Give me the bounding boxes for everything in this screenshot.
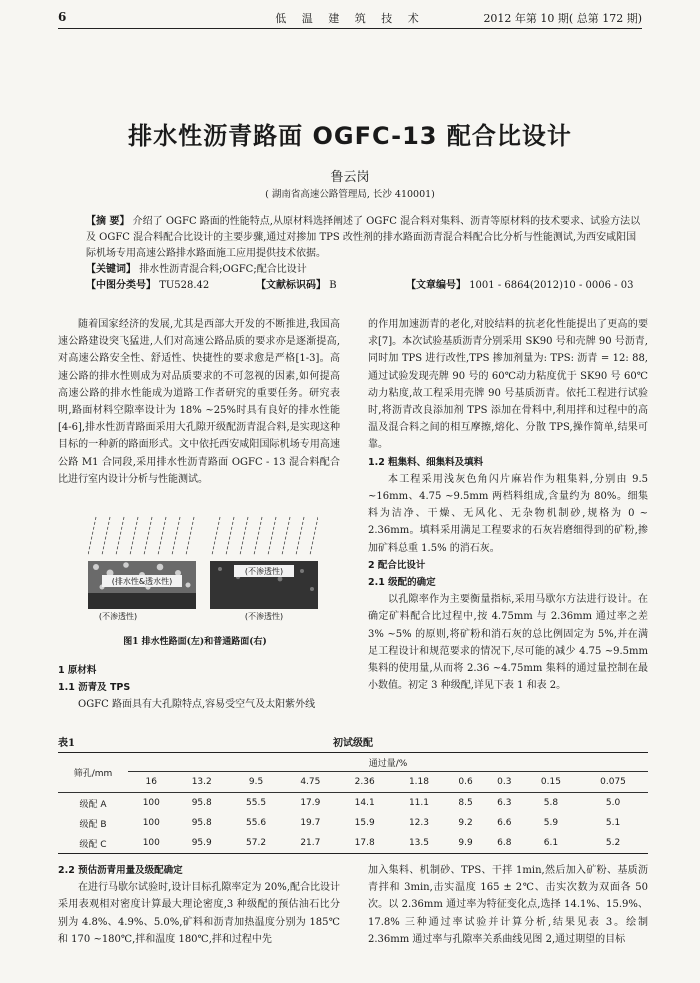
figure-sublabel-right: (不渗透性) [244,612,284,621]
sieve-cell: 4.75 [283,772,337,793]
sieve-cell: 0.3 [485,772,524,793]
abstract-text: 介绍了 OGFC 路面的性能特点,从原材料选择阐述了 OGFC 混合料对集料、沥青等原材料的技术要求、试验方法以及 OGFC 混合料配合比设计的主要步骤,通过对掺加 TPS 改性剂的排水路面沥青混合料配合比分析与性能测试,为西安咸阳国际机场专用高速公路排水路面施工应用提供技术依据。 [86,216,641,259]
keywords-label: 【关键词】 [86,264,136,275]
sieve-cell: 2.36 [338,772,392,793]
clc-value: TU528.42 [159,280,210,291]
table-cell: 100 [128,833,175,854]
table-cell: 57.2 [229,833,283,854]
clc-label: 【中图分类号】 [86,280,156,291]
abstract-block [86,214,641,294]
table-cell: 17.9 [300,798,321,808]
figure-1 [88,515,318,625]
table-cell: 9.9 [446,833,485,854]
section-1-2-text: 本工程采用浅灰色角闪片麻岩作为粗集料,分别由 9.5 ~16mm、4.75 ~9.5mm 两档料组成,含量约为 80%。细集料为洁净、干燥、无风化、无杂物机制砂,规格为 0 ~ 2.36mm。填料采用满足工程要求的石灰岩磨细得到的矿粉,掺加矿料总重 1.5% 的消石灰。 [368,473,648,554]
section-2-1-heading: 2.1 级配的确定 [368,577,436,589]
section-2-1-text: 以孔隙率作为主要衡量指标,采用马歇尔方法进行设计。在确定矿料配合比过程中,按 4.75mm 与 2.36mm 通过率之差 3% ~5% 的原则,将矿粉和消石灰的总比例固定为 5%,并在满足工程设计和规范要求的情况下,尽可能的减少 4.75 ~9.5mm 集料的使用量,从而将 2.36 ~4.75mm 集料的通过量控制在最小数值。初定 3 种级配,详见下表 1 和表 2。 [368,594,648,692]
table-cell: 13.5 [392,833,446,854]
grading-table [58,752,648,854]
bottom-left-column [58,862,340,948]
table-cell: 5.1 [605,818,621,828]
issue-info: 2012 年第 10 期( 总第 172 期) [483,12,642,25]
bottom-right-column [368,862,648,948]
articleno-value: 1001 - 6864(2012)10 - 0006 - 03 [469,280,634,291]
row-header: 筛孔/mm [58,753,128,793]
left-column-intro [58,316,340,488]
figure-sublabel-left: (不渗透性) [98,612,138,621]
table-cell: 5.0 [605,798,621,808]
doccode-value: B [329,280,337,291]
table-row [58,833,648,854]
table-cell: 8.5 [458,798,473,808]
page-number: 6 [58,10,67,24]
row-name: 级配 C [58,833,128,854]
abstract [86,214,641,262]
table-cell: 6.8 [485,833,524,854]
right-paragraph-1: 的作用加速沥青的老化,对胶结料的抗老化性能提出了更高的要求[7]。本次试验基质沥青分别采用 SK90 号和壳牌 90 号沥青,同时加 TPS 进行改性,TPS 掺加剂量为: TPS: 沥青 = 12: 88,通过试验发现壳牌 90 号的 60℃动力粘度优于 SK90 号 60℃动力粘度,故工程采用壳牌 90 号基质沥青。依托工程进行试验时,将沥青改良添加剂 TPS 添加在骨料中,利用拌和过程中的高温及混合料之间的相互摩擦,熔化、分散 TPS,操作简单,结果可靠。 [368,319,648,451]
article-title: 排水性沥青路面 OGFC-13 配合比设计 [128,122,572,150]
sieve-header-row [58,772,648,793]
journal-name: 低 温 建 筑 技 术 [275,12,425,25]
sieve-cell: 9.5 [229,772,283,793]
row-name: 级配 A [79,799,107,810]
sieve-cell: 0.075 [578,772,648,793]
table-cell: 11.1 [408,798,429,808]
articleno-label: 【文章编号】 [406,280,466,291]
figure-1-caption: 图1 排水性路面(左)和普通路面(右) [123,637,267,647]
right-column [368,316,648,694]
table-cell: 12.3 [408,818,429,828]
bottom-right-text: 加入集料、机制砂、TPS、干拌 1min,然后加入矿粉、基质沥青拌和 3min,击实温度 165 ± 2℃、击实次数为双面各 50 次。以 2.36mm 通过率为特征变化点,选择 14.1%、15.9%、17.8% 三种通过率试验并计算分析,结果见表 3。绘制 2.36mm 通过率与孔隙率关系曲线见图 2,通过期望的目标 [368,865,648,945]
table-number: 表1 [58,738,75,749]
section-1-1-heading: 1.1 沥青及 TPS [58,682,131,694]
sieve-cell: 13.2 [175,772,229,793]
section-2-heading: 2 配合比设计 [368,559,426,571]
figure-label-right: (不渗透性) [244,567,284,576]
classification-row [86,278,641,294]
table-cell: 55.6 [246,818,267,828]
author: 鲁云岗 [330,170,370,185]
sieve-cell: 16 [128,772,175,793]
section-1-heading: 1 原材料 [58,665,97,676]
table-row [58,813,648,833]
table-cell: 6.6 [497,818,512,828]
figure-label-left: (排水性&透水性) [111,577,173,586]
table-cell: 6.1 [524,833,578,854]
table-1 [58,732,648,854]
table-cell: 100 [142,818,160,828]
table-cell: 14.1 [354,798,375,808]
table-cell: 17.8 [338,833,392,854]
table-cell: 55.5 [246,798,267,808]
table-title: 初试级配 [333,738,373,749]
keywords-text: 排水性沥青混合料;OGFC;配合比设计 [139,264,307,275]
affiliation: ( 湖南省高速公路管理局, 长沙 410001) [265,189,435,200]
table-cell: 5.2 [578,833,648,854]
super-header: 通过量/% [128,753,648,772]
sieve-cell: 0.15 [524,772,578,793]
running-header [58,8,642,29]
row-name: 级配 B [79,819,107,830]
table-heading [58,732,648,752]
sieve-cell: 1.18 [392,772,446,793]
table-cell: 100 [142,798,160,808]
sieve-cell: 0.6 [446,772,485,793]
section-1-1-text: OGFC 路面具有大孔隙特点,容易受空气及太阳紫外线 [78,699,316,711]
table-cell: 95.9 [175,833,229,854]
table-cell: 21.7 [283,833,337,854]
table-cell: 15.9 [354,818,375,828]
left-column-materials [58,662,340,714]
table-cell: 5.9 [543,818,559,828]
rain-lines [88,517,318,555]
table-cell: 6.3 [497,798,512,808]
base-layer-left [88,593,196,609]
section-1-2-heading: 1.2 粗集料、细集料及填料 [368,456,484,468]
section-2-2-heading: 2.2 预估沥青用量及级配确定 [58,865,183,876]
section-2-2-text: 在进行马歇尔试验时,设计目标孔隙率定为 20%,配合比设计采用表观相对密度计算最大理论密度,3 种级配的预估油石比分别为 4.8%、4.9%、5.0%,矿料和沥青加热温度分别为 185℃和 170 ~180℃,拌和温度 180℃,拌和过程中先 [58,882,340,945]
table-cell: 9.2 [458,818,473,828]
table-row [58,793,648,814]
intro-paragraph: 随着国家经济的发展,尤其是西部大开发的不断推进,我国高速公路建设突飞猛进,人们对高速公路品质的要求亦是逐渐提高,对高速公路安全性、舒适性、快捷性的要求愈是严格[1-3]。高速公路的排水性则成为对品质要求的不可忽视的因素,如何提高高速公路的排水性能成为道路工作者研究的重要任务。研究表明,路面材料空隙率设计为 18% ~25%时具有良好的排水性能[4-6],排水性沥青路面采用大孔隙开级配沥青混合料,是实现这种目标的一种新的路面形式。文中依托西安咸阳国际机场专用高速公路 M1 合同段,采用排水性沥青路面 OGFC - 13 混合料配合比进行室内设计分析与性能测试。 [58,319,340,485]
table-cell: 95.8 [191,818,212,828]
table-cell: 5.8 [543,798,559,808]
table-cell: 19.7 [300,818,321,828]
table-cell: 95.8 [191,798,212,808]
abstract-label: 【摘 要】 [86,216,130,227]
keywords [86,262,641,278]
doccode-label: 【文献标识码】 [256,280,326,291]
